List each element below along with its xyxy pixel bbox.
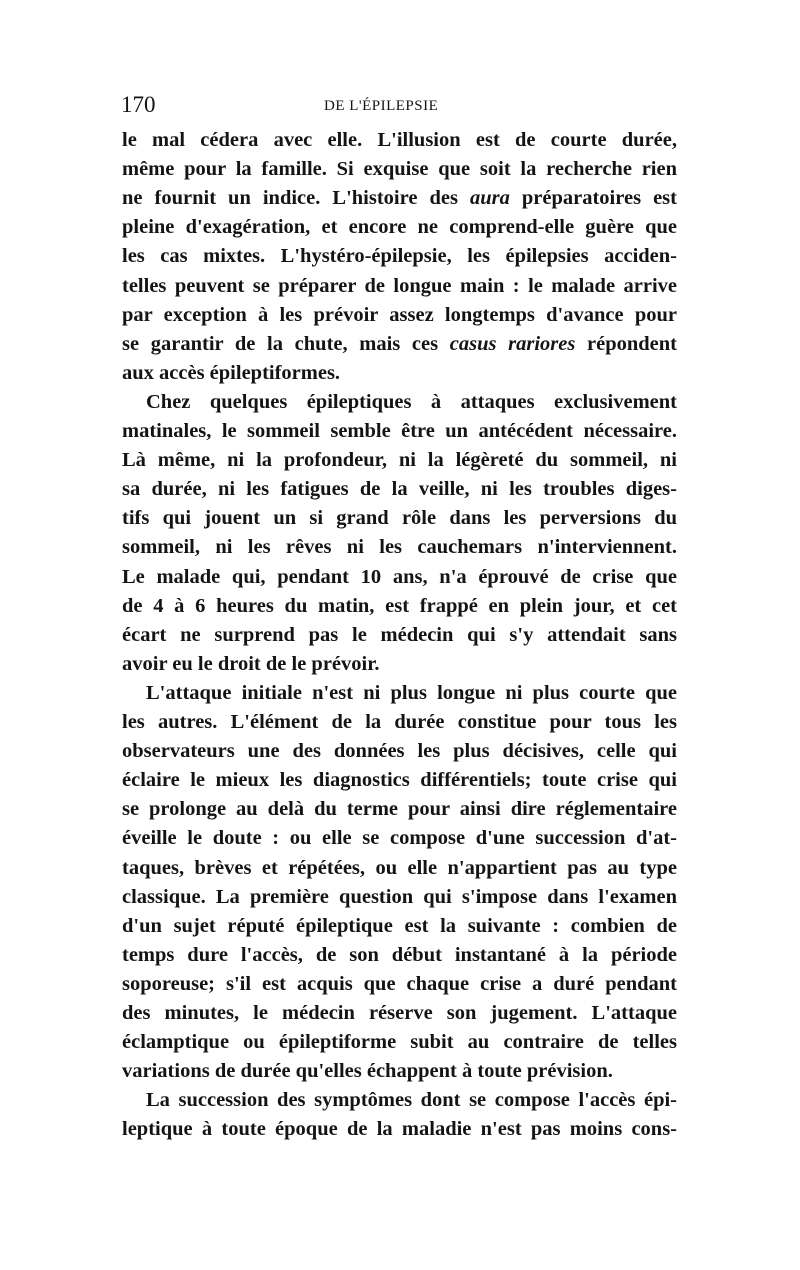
italic-term: casus rariores (449, 332, 576, 355)
text-segment: les autres. L'élément de la durée constitue pour tous les (122, 711, 677, 733)
text-segment: telles peuvent se préparer de longue main : le malade arrive (122, 274, 677, 297)
text-segment: le mal cédera avec elle. L'illusion est de courte durée, (122, 129, 677, 151)
text-segment: Le malade qui, pendant 10 ans, n'a éprouvé de crise que (122, 565, 677, 588)
text-line (122, 214, 677, 240)
text-line (122, 884, 677, 910)
text-line (122, 185, 677, 211)
text-line (122, 767, 677, 793)
text-segment: d'un sujet réputé épileptique est la suivante : combien de (122, 914, 677, 937)
text-line (122, 1000, 677, 1026)
text-line (146, 1087, 677, 1113)
page-number: 170 (121, 92, 156, 117)
text-line (122, 855, 677, 881)
text-segment: se prolonge au delà du terme pour ainsi dire réglementaire (122, 798, 677, 821)
text-line (122, 738, 677, 764)
text-segment: pleine d'exagération, et encore ne comprend-elle guère que (122, 216, 677, 239)
text-segment: les cas mixtes. L'hystéro-épilepsie, les épilepsies acciden- (122, 245, 677, 268)
text-segment: sommeil, ni les rêves ni les cauchemars n'interviennent. (122, 536, 677, 559)
text-line (122, 360, 677, 386)
text-line (122, 709, 677, 735)
text-segment: éveille le doute : ou elle se compose d'une succession d'at- (122, 827, 677, 850)
text-segment: ne fournit un indice. L'histoire des (122, 187, 470, 210)
text-line (122, 447, 677, 473)
text-line (122, 622, 677, 648)
text-line (122, 302, 677, 328)
text-line (122, 476, 677, 502)
text-segment: Là même, ni la profondeur, ni la légèreté du sommeil, ni (122, 449, 677, 472)
text-segment: variations de durée qu'elles échappent à toute prévision. (122, 1060, 613, 1083)
text-line (122, 564, 677, 590)
page-header (121, 91, 681, 119)
text-segment: Chez quelques épileptiques à attaques exclusivement (146, 390, 677, 413)
text-segment: observateurs une des données les plus décisives, celle qui (122, 740, 677, 763)
running-head: DE L'ÉPILEPSIE (324, 98, 439, 114)
text-line (146, 680, 677, 706)
text-line (122, 156, 677, 182)
text-segment: préparatoires est (509, 187, 677, 210)
text-segment: écart ne surprend pas le médecin qui s'y attendait sans (122, 623, 677, 646)
text-segment: L'attaque initiale n'est ni plus longue ni plus courte que (146, 681, 677, 704)
text-line (146, 389, 677, 415)
text-line (122, 651, 677, 677)
text-line (122, 534, 677, 560)
text-segment: soporeuse; s'il est acquis que chaque crise a duré pendant (122, 972, 677, 995)
text-segment: temps dure l'accès, de son début instantané à la période (122, 943, 677, 966)
text-line (122, 593, 677, 619)
text-line (122, 505, 677, 531)
text-line (122, 971, 677, 997)
text-segment: taques, brèves et répétées, ou elle n'appartient pas au type (122, 856, 677, 879)
text-line (122, 243, 677, 269)
italic-term: aura (469, 187, 510, 210)
text-segment: tifs qui jouent un si grand rôle dans les perversions du (122, 507, 677, 530)
text-line (122, 1029, 677, 1055)
text-segment: éclamptique ou épileptiforme subit au contraire de telles (122, 1031, 677, 1054)
text-segment: de 4 à 6 heures du matin, est frappé en plein jour, et cet (122, 594, 677, 617)
text-line (122, 1116, 677, 1142)
text-line (122, 913, 677, 939)
text-line (122, 273, 677, 299)
text-segment: par exception à les prévoir assez longtemps d'avance pour (122, 303, 677, 326)
text-line (122, 1058, 677, 1084)
text-line (122, 825, 677, 851)
text-segment: avoir eu le droit de le prévoir. (122, 652, 380, 675)
text-segment: se garantir de la chute, mais ces (122, 332, 450, 355)
text-segment: matinales, le sommeil semble être un antécédent nécessaire. (122, 420, 677, 442)
text-line (122, 331, 677, 357)
text-segment: La succession des symptômes dont se compose l'accès épi- (146, 1089, 677, 1112)
text-line (122, 418, 677, 444)
text-segment: des minutes, le médecin réserve son jugement. L'attaque (122, 1002, 677, 1024)
text-segment: éclaire le mieux les diagnostics différentiels; toute crise qui (122, 769, 677, 792)
text-segment: répondent (575, 332, 677, 355)
text-segment: sa durée, ni les fatigues de la veille, ni les troubles diges- (122, 478, 677, 501)
text-segment: aux accès épileptiformes. (122, 361, 341, 384)
text-segment: leptique à toute époque de la maladie n'est pas moins cons- (122, 1118, 677, 1141)
text-segment: même pour la famille. Si exquise que soit la recherche rien (122, 158, 677, 181)
text-line (122, 127, 677, 153)
text-segment: classique. La première question qui s'impose dans l'examen (122, 885, 677, 908)
text-line (122, 796, 677, 822)
text-line (122, 942, 677, 968)
